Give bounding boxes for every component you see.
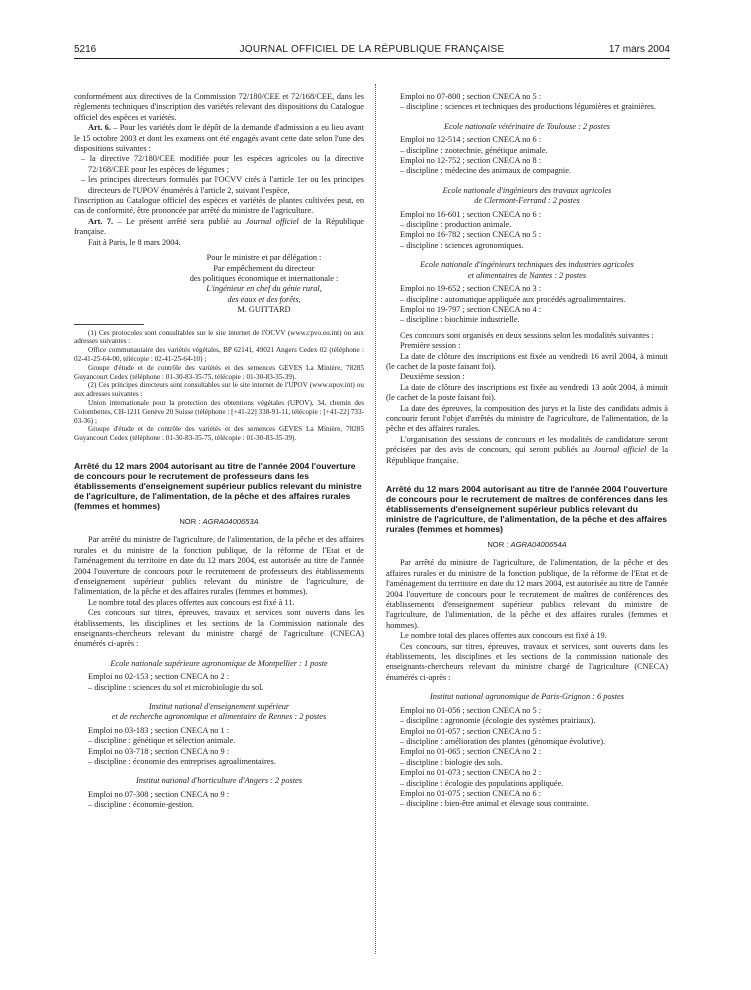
discipline-line: – discipline : automatique appliquée aux procédés agroalimentaires. bbox=[400, 294, 626, 304]
fait-a-paris: Fait à Paris, le 8 mars 2004. bbox=[88, 237, 181, 247]
discipline-line: – discipline : écologie des populations appliquée. bbox=[400, 778, 564, 788]
school-heading: Institut national d'enseignement supérieur bbox=[148, 701, 290, 711]
emploi-line: Emploi no 01-056 ; section CNECA no 5 : bbox=[400, 705, 542, 715]
footnote: Groupe d'étude et de contrôle des variétés et des semences GEVES La Minière, 78285 Guyancourt Cedex (téléphone : 01-30-83-35-75, télécopie : 01-30-83-35-39). bbox=[74, 363, 364, 381]
discipline-line: – discipline : amélioration des plantes (génomique évolutive). bbox=[400, 736, 606, 746]
journal-reference: Journal officiel bbox=[593, 445, 647, 455]
discipline-line: – discipline : sciences du sol et microbiologie du sol. bbox=[88, 682, 264, 692]
signatory-name: M. GUITTARD bbox=[237, 305, 291, 315]
issue-date: 17 mars 2004 bbox=[608, 44, 670, 55]
article-6 bbox=[74, 123, 364, 154]
signature-line: des politiques économique et internationale : bbox=[189, 273, 339, 283]
emploi-line: Emploi no 07-308 ; section CNECA no 9 : bbox=[88, 789, 230, 799]
footnote: Office communautaire des variétés végétales, BP 62141, 49021 Angers Cedex 02 (téléphone : 02-41-25-64-00, télécopie : 02-41-25-64-10) ; bbox=[74, 346, 364, 363]
emploi-line: Emploi no 03-718 ; section CNECA no 9 : bbox=[88, 746, 230, 756]
article-6-item: – les principes directeurs formulés par l'OCVV cités à l'article 1er ou les principes directeurs de l'UPOV énumérés à l'article 2, suivant l'espèce, bbox=[81, 175, 364, 195]
discipline-line: – discipline : production animale. bbox=[400, 220, 512, 230]
nor-reference: NOR : AGRA0400654A bbox=[487, 540, 567, 549]
school-heading: et alimentaires de Nantes : 2 postes bbox=[467, 270, 587, 280]
signature-line: Pour le ministre et par délégation : bbox=[206, 253, 322, 263]
arrete-title: Arrêté du 12 mars 2004 autorisant au titre de l'année 2004 l'ouverture de concours pour le recrutement de maîtres de conférences dans les établissements d'enseignement supérieur publics relevant du ministre de l'agriculture, de l'alimentation, de la pêche et des affaires rurales (femmes et hommes) bbox=[386, 484, 668, 534]
footnote: Union internationale pour la protection des obtentions végétales (UPOV), 34, chemin des Colombettes, CH-1211 Genève 20 Suisse (téléphone : [+41-22] 338-91-11, télécopie : [+41-22] 733-03-36) ; bbox=[74, 398, 364, 425]
school-heading: et de recherche agronomique et alimentaire de Rennes : 2 postes bbox=[111, 712, 327, 722]
emploi-line: Emploi no 01-073 ; section CNECA no 2 : bbox=[400, 768, 542, 778]
footnote: (2) Ces principes directeurs sont consultables sur le site internet de l'UPOV (www.upov.int) ou aux adresses suivantes : bbox=[74, 381, 364, 399]
school-heading: Ecole nationale d'ingénieurs des travaux agricoles bbox=[442, 185, 612, 195]
emploi-line: Emploi no 01-065 ; section CNECA no 2 : bbox=[400, 747, 542, 757]
arrete-paragraph: Ces concours, sur titres, épreuves, travaux et services, sont ouverts dans les établissements, les disciplines et les sections de la commission nationale des enseignants-chercheurs relevant du ministre chargé de l'agriculture (CNECA) énumérés ci-après : bbox=[386, 641, 668, 682]
discipline-line: – discipline : sciences et techniques des productions légumières et grainières. bbox=[400, 102, 656, 112]
session-heading: Première session : bbox=[400, 341, 461, 351]
page-number: 5216 bbox=[74, 44, 97, 55]
session-heading: Deuxième session : bbox=[400, 372, 465, 382]
article-6-item: – la directive 72/180/CEE modifiée pour les espèces agricoles ou la directive 72/168/CEE pour les espèces de légumes ; bbox=[81, 154, 364, 174]
arrete-paragraph: Le nombre total des places offertes aux concours est fixé à 19. bbox=[400, 631, 607, 641]
emploi-line: Emploi no 01-075 ; section CNECA no 6 : bbox=[400, 788, 542, 798]
school-heading: Ecole nationale d'ingénieurs techniques des industries agricoles bbox=[420, 260, 634, 270]
session-paragraph: La date des épreuves, la composition des jurys et la liste des candidats admis à concourir feront l'objet d'arrêtés du ministre de l'agriculture, de l'alimentation, de la pêche et des affaires rurales. bbox=[386, 403, 668, 434]
nor-code: AGRA0400654A bbox=[510, 540, 567, 549]
school-heading: Institut national agronomique de Paris-Grignon : 6 postes bbox=[430, 692, 624, 702]
article-6-end: l'inscription au Catalogue officiel des espèces et variétés de plantes cultivées peut, en cas de conformité, être prononcée par arrêté du ministre de l'agriculture. bbox=[74, 196, 364, 216]
emploi-line: Emploi no 19-797 ; section CNECA no 4 : bbox=[400, 304, 542, 314]
emploi-line: Emploi no 01-057 ; section CNECA no 5 : bbox=[400, 726, 542, 736]
journal-title: JOURNAL OFFICIEL DE LA RÉPUBLIQUE FRANÇAISE bbox=[239, 44, 505, 55]
arrete-paragraph: Par arrêté du ministre de l'agriculture, de l'alimentation, de la pêche et des affaires rurales et du ministre de la fonction publique, de la réforme de l'Etat et de l'aménagement du territoire en date du 12 mars 2004, est autorisée au titre de l'année 2004 l'ouverture de concours pour le recrutement de maîtres de conférences des établissements d'enseignement supérieur publics relevant du ministre de l'agriculture, de l'alimentation, de la pêche et des affaires rurales (femmes et hommes). bbox=[386, 558, 668, 630]
column-divider bbox=[375, 84, 376, 954]
emploi-line: Emploi no 03-183 ; section CNECA no 1 : bbox=[88, 725, 230, 735]
session-paragraph: L'organisation des sessions de concours et les modalités de candidature seront précisées par des avis de concours, qui seront publiés au Journal officiel de la République française. bbox=[386, 434, 669, 465]
emploi-line: Emploi no 19-652 ; section CNECA no 3 : bbox=[400, 284, 542, 294]
discipline-line: – discipline : économie des entreprises agroalimentaires. bbox=[88, 757, 276, 767]
discipline-line: – discipline : biologie des sols. bbox=[400, 757, 503, 767]
discipline-line: – discipline : sciences agronomiques. bbox=[400, 240, 524, 250]
arrete-title: Arrêté du 12 mars 2004 autorisant au titre de l'année 2004 l'ouverture de concours pour le recrutement de professeurs dans les établissements d'enseignement supérieur publics relevant du ministre de l'agriculture, de l'alimentation, de la pêche et des affaires rurales (femmes et hommes) bbox=[74, 460, 362, 511]
discipline-line: – discipline : biochimie industrielle. bbox=[400, 315, 520, 325]
article-7: Art. 7. – Le présent arrêté sera publié au Journal officiel de la République française. bbox=[74, 216, 364, 237]
session-paragraph: Ces concours sont organisés en deux sessions selon les modalités suivantes : bbox=[400, 330, 654, 340]
school-heading: Ecole nationale vétérinaire de Toulouse : 2 postes bbox=[444, 121, 610, 131]
school-heading: Ecole nationale supérieure agronomique de Montpellier : 1 poste bbox=[110, 658, 328, 668]
emploi-line: Emploi no 16-782 ; section CNECA no 5 : bbox=[400, 230, 542, 240]
discipline-line: – discipline : bien-être animal et élevage sous contrainte. bbox=[400, 799, 589, 809]
right-column bbox=[386, 92, 668, 810]
discipline-line: – discipline : médecine des animaux de compagnie. bbox=[400, 166, 571, 176]
intro-paragraph: conformément aux directives de la Commission 72/180/CEE et 72/168/CEE, dans les règlements techniques d'inscription des variétés relevant des dispositions du Catalogue officiel des espèces et variétés. bbox=[74, 92, 364, 122]
nor-code: AGRA0400653A bbox=[202, 516, 259, 526]
school-heading: Institut national d'horticulture d'Angers : 2 postes bbox=[136, 776, 302, 786]
session-paragraph: La date de clôture des inscriptions est fixée au vendredi 16 avril 2004, à minuit (le cachet de la poste faisant foi). bbox=[386, 351, 668, 371]
signature-line: L'ingénieur en chef du génie rural, bbox=[206, 284, 322, 294]
journal-reference: Journal officiel bbox=[245, 216, 299, 226]
emploi-line: Emploi no 07-800 ; section CNECA no 5 : bbox=[400, 92, 542, 101]
arrete-paragraph: Ces concours sur titres, épreuves, travaux et services sont ouverts dans les établissements, les disciplines et les sections de la Commission nationale des enseignants-chercheurs relevant du ministre chargé de l'agriculture (CNECA) énumérés ci-après : bbox=[74, 608, 364, 649]
footnote: Groupe d'étude et de contrôle des variétés et des semences GEVES La Minière, 78285 Guyancourt Cedex (téléphone : 01-30-83-35-75, télécopie : 01-30-83-35-39). bbox=[74, 425, 364, 443]
page-header bbox=[74, 44, 670, 59]
emploi-line: Emploi no 16-601 ; section CNECA no 6 : bbox=[400, 209, 542, 219]
school-heading: de Clermont-Ferrand : 2 postes bbox=[474, 196, 580, 206]
emploi-line: Emploi no 12-514 ; section CNECA no 6 : bbox=[400, 135, 542, 145]
discipline-line: – discipline : zootechnie, génétique animale. bbox=[400, 145, 548, 155]
arrete-paragraph: Le nombre total des places offertes aux concours est fixé à 11. bbox=[88, 597, 295, 607]
discipline-line: – discipline : génétique et sélection animale. bbox=[88, 736, 236, 746]
emploi-line: Emploi no 02-153 ; section CNECA no 2 : bbox=[88, 672, 230, 682]
article-6-label: Art. 6. bbox=[88, 123, 112, 133]
footnote-rule bbox=[74, 324, 144, 325]
article-7-label: Art. 7. bbox=[88, 216, 114, 226]
arrete-paragraph: Par arrêté du ministre de l'agriculture, de l'alimentation, de la pêche et des affaires rurales et du ministre de la fonction publique, de la réforme de l'Etat et de l'aménagement du territoire en date du 12 mars 2004, est autorisée au titre de l'année 2004 l'ouverture de concours pour le recrutement de professeurs des établissements d'enseignement supérieur publics relevant du ministre de l'agriculture, de l'alimentation, de la pêche et des affaires rurales (femmes et hommes). bbox=[74, 535, 364, 597]
signature-line: des eaux et des forêts, bbox=[227, 294, 301, 304]
discipline-line: – discipline : économie-gestion. bbox=[88, 800, 194, 810]
nor-reference: NOR : AGRA0400653A bbox=[179, 516, 259, 526]
article-6-text: – Pour les variétés dont le dépôt de la demande d'admission a eu lieu avant le 15 octobre 2003 et dont les examens ont été engagés avant cette date selon l'une des dispositions suivantes : bbox=[74, 123, 365, 154]
footnote: (1) Ces protocoles sont consultables sur le site internet de l'OCVV (www.cpvo.eu.int) ou aux adresses suivantes : bbox=[74, 328, 364, 346]
emploi-line: Emploi no 12-752 ; section CNECA no 8 : bbox=[400, 156, 542, 166]
session-paragraph: La date de clôture des inscriptions est fixée au vendredi 13 août 2004, à minuit (le cachet de la poste faisant foi). bbox=[386, 382, 668, 403]
signature-line: Par empêchement du directeur bbox=[213, 263, 315, 273]
left-column bbox=[74, 92, 364, 811]
discipline-line: – discipline : agronomie (écologie des systèmes prairiaux). bbox=[400, 716, 596, 726]
